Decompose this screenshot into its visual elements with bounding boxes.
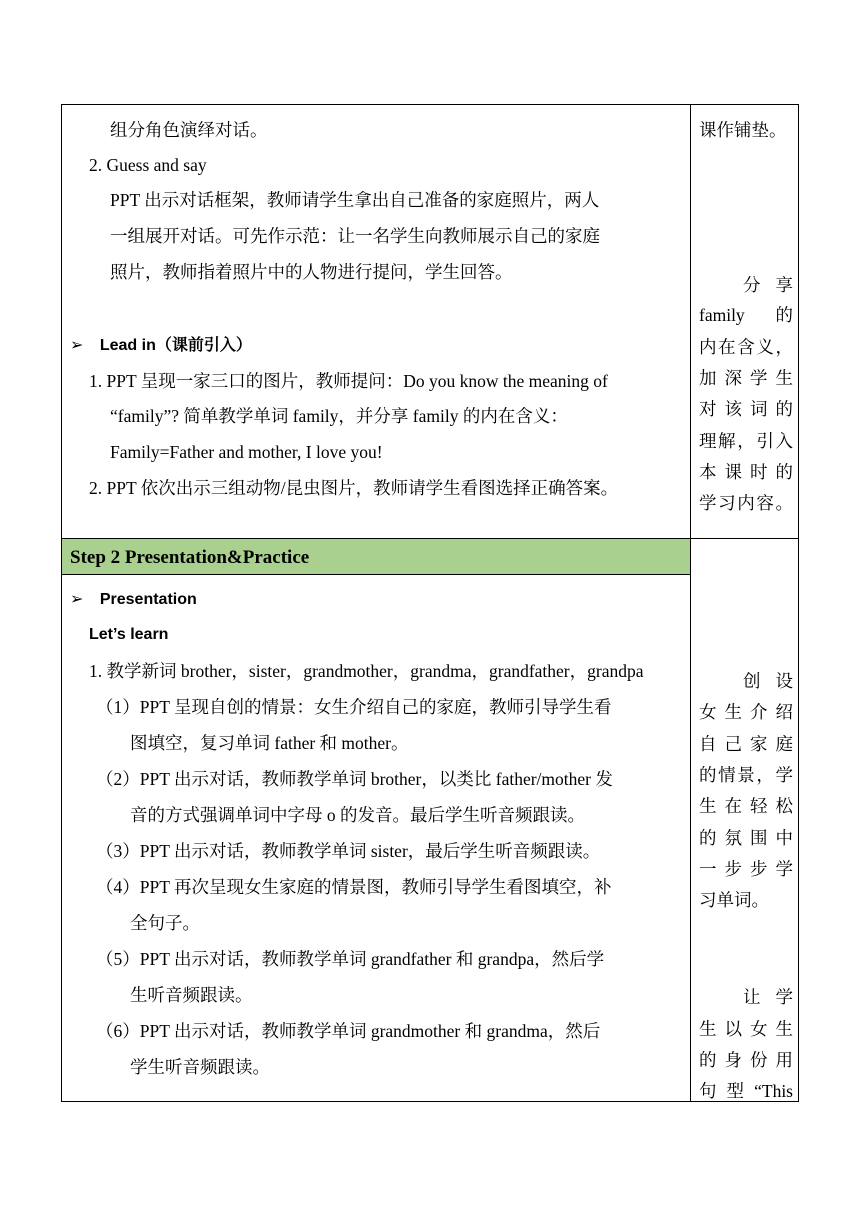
note-line: 生以女生: [699, 1019, 793, 1039]
presentation-label: Presentation: [99, 591, 197, 608]
note-line: 分 享: [743, 275, 793, 295]
note-line: 学习内容。: [699, 493, 793, 513]
text-line: 生听音频跟读。: [130, 985, 253, 1005]
text-line: Family=Father and mother, I love you!: [110, 442, 383, 462]
note-line: 加深学生: [699, 368, 793, 388]
note-line: 的氛围中: [699, 828, 793, 848]
text-line: （1）PPT 呈现自创的情景：女生介绍自己的家庭，教师引导学生看: [96, 697, 612, 717]
text-line: 一组展开对话。可先作示范：让一名学生向教师展示自己的家庭: [110, 226, 600, 246]
note-line: 本课时的: [699, 462, 793, 482]
text-line: （6）PPT 出示对话，教师教学单词 grandmother 和 grandma，然后: [96, 1021, 601, 1041]
lesson-plan-table: [61, 104, 799, 1102]
note-line: 让 学: [743, 987, 793, 1007]
note-line: 的身份用: [699, 1050, 793, 1070]
arrow-bullet-icon: ➢: [70, 335, 84, 354]
note-line: 内在含义，: [699, 337, 793, 357]
arrow-bullet-icon: ➢: [70, 589, 84, 608]
text-line: 2. PPT 依次出示三组动物/昆虫图片，教师请学生看图选择正确答案。: [89, 478, 619, 498]
text-line: PPT 出示对话框架，教师请学生拿出自己准备的家庭照片，两人: [110, 190, 600, 210]
text-line: 组分角色演绎对话。: [110, 120, 268, 140]
note-line: 女生介绍: [699, 702, 793, 722]
text-line: 全句子。: [130, 913, 200, 933]
text-line: 图填空，复习单词 father 和 mother。: [130, 733, 409, 753]
text-line: 学生听音频跟读。: [130, 1057, 270, 1077]
lets-learn-heading: Let’s learn: [89, 626, 169, 643]
text-line: 照片，教师指着照片中的人物进行提问，学生回答。: [110, 262, 513, 282]
column-divider: [690, 105, 691, 1101]
step-title: Step 2 Presentation&Practice: [70, 547, 310, 568]
note-line: 课作铺垫。: [699, 120, 787, 140]
text-line: （4）PPT 再次呈现女生家庭的情景图，教师引导学生看图填空，补: [96, 877, 612, 897]
note-line: 生在轻松: [699, 796, 793, 816]
lead-in-heading: [70, 334, 252, 357]
note-line: 习单词。: [699, 890, 769, 910]
note-line: 理解，引入: [699, 431, 793, 451]
note-line: 的情景，学: [699, 765, 793, 785]
guess-heading: 2. Guess and say: [89, 155, 207, 175]
note-line: 自己家庭: [699, 734, 793, 754]
presentation-heading: [70, 588, 197, 611]
text-line: （5）PPT 出示对话，教师教学单词 grandfather 和 grandpa，然后学: [96, 949, 605, 969]
text-line: 音的方式强调单词中字母 o 的发音。最后学生听音频跟读。: [130, 805, 585, 825]
lead-in-title: Lead in（课前引入）: [99, 337, 252, 354]
note-line: 一步步学: [699, 859, 793, 879]
note-line: 创 设: [743, 671, 793, 691]
text-line: 1. PPT 呈现一家三口的图片，教师提问：Do you know the meaning of: [89, 371, 608, 391]
text-line: “family”? 简单教学单词 family，并分享 family 的内在含义：: [110, 406, 568, 426]
note-line: family 的: [699, 305, 793, 325]
note-line: 句型“This: [699, 1081, 793, 1101]
text-line: 1. 教学新词 brother，sister，grandmother，grandma，grandfather，grandpa: [89, 661, 644, 681]
text-line: （3）PPT 出示对话，教师教学单词 sister，最后学生听音频跟读。: [96, 841, 601, 861]
text-line: （2）PPT 出示对话，教师教学单词 brother，以类比 father/mother 发: [96, 769, 613, 789]
step-heading: [62, 539, 690, 575]
note-line: 对该词的: [699, 399, 793, 419]
